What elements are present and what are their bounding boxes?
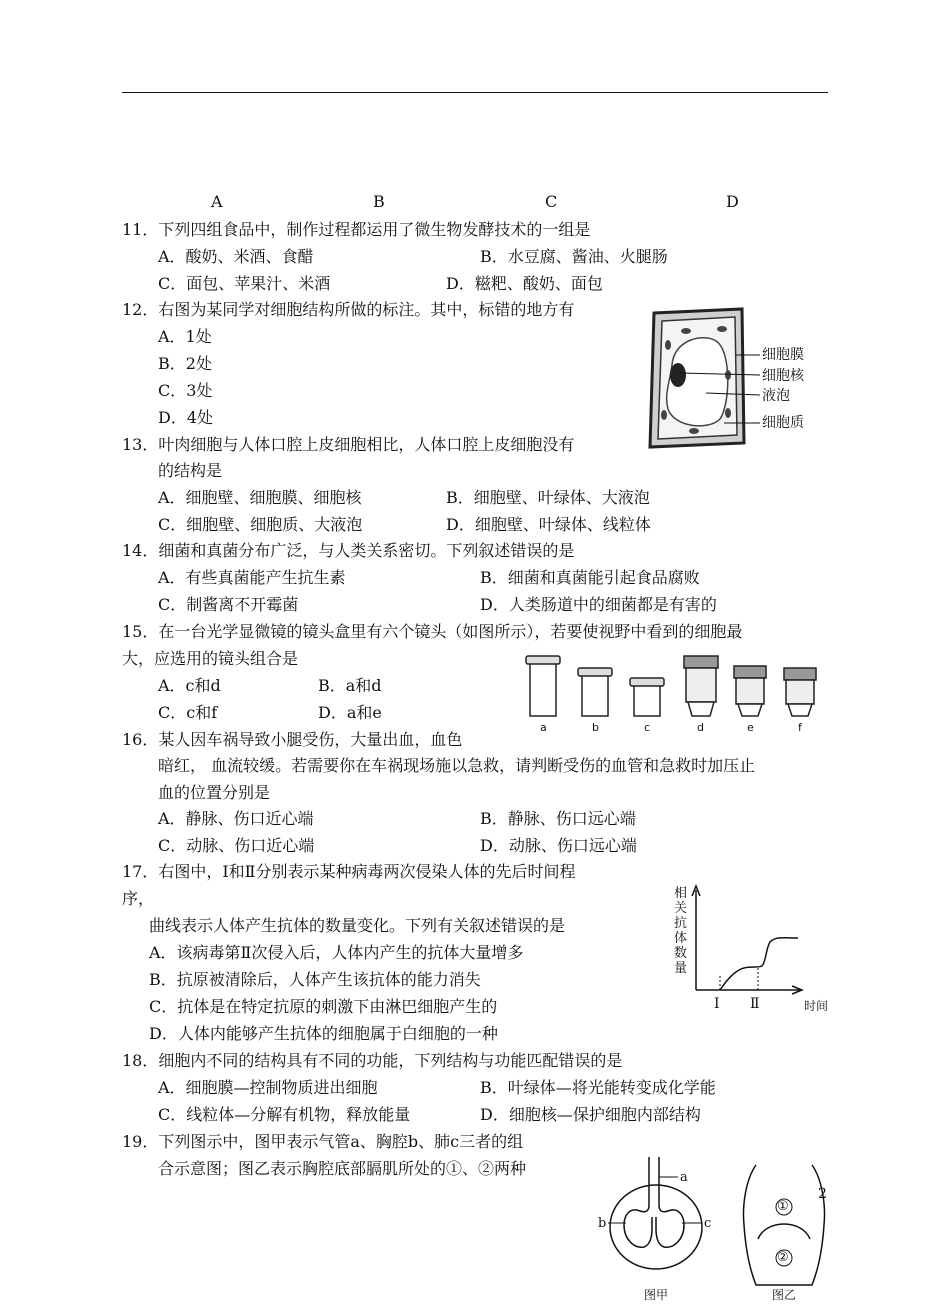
lens-label-e: e xyxy=(747,721,754,734)
label-lung-c: c xyxy=(704,1216,712,1231)
label-circle-2: ② xyxy=(777,1250,789,1265)
label-chest-b: b xyxy=(598,1216,607,1231)
q16-stem: 16．某人因车祸导致小腿受伤，大量出血，血色 xyxy=(122,730,463,749)
q17-stem-cont: 序， xyxy=(122,889,155,908)
q11-option-d: D．糍粑、酸奶、面包 xyxy=(446,274,603,293)
q12-option-d: D．4处 xyxy=(158,408,214,427)
q14-stem: 14．细菌和真菌分布广泛，与人类关系密切。下列叙述错误的是 xyxy=(122,541,575,560)
q18-option-d: D．细胞核—保护细胞内部结构 xyxy=(480,1105,701,1124)
graph-tick-2: Ⅱ xyxy=(750,996,760,1012)
q18-option-a: A．细胞膜—控制物质进出细胞 xyxy=(158,1078,378,1097)
q13-option-d: D．细胞壁、叶绿体、线粒体 xyxy=(446,515,651,534)
lens-label-f: f xyxy=(798,721,802,734)
respiration-figure xyxy=(596,1155,836,1305)
q15-option-a: A．c和d xyxy=(158,676,221,695)
prev-option-c: C xyxy=(545,192,558,211)
label-circle-1: ① xyxy=(777,1199,789,1214)
label-trachea-a: a xyxy=(680,1170,688,1185)
q15-stem: 15．在一台光学显微镜的镜头盒里有六个镜头（如图所示），若要使视野中看到的细胞最 xyxy=(122,622,743,641)
q19-stem: 19．下列图示中，图甲表示气管a、胸腔b、肺c三者的组 xyxy=(122,1132,524,1151)
q16-stem-cont: 暗红， 血流较缓。若需要你在车祸现场施以急救，请判断受伤的血管和急救时加压止 xyxy=(158,756,756,775)
q16-stem-cont2: 血的位置分别是 xyxy=(158,783,271,802)
q16-option-a: A．静脉、伤口近心端 xyxy=(158,809,314,828)
graph-y-label: 相关抗体数量 xyxy=(674,886,688,976)
q17-option-a: A．该病毒第Ⅱ次侵入后，人体内产生的抗体大量增多 xyxy=(149,943,524,962)
label-vacuole: 液泡 xyxy=(762,388,790,404)
lens-figure xyxy=(520,650,835,736)
label-cytoplasm: 细胞质 xyxy=(762,415,804,431)
prev-option-d: D xyxy=(726,192,739,211)
q16-option-d: D．动脉、伤口远心端 xyxy=(480,836,637,855)
q13-option-c: C．细胞壁、细胞质、大液泡 xyxy=(158,515,363,534)
q15-option-d: D．a和e xyxy=(318,703,382,722)
q17-stem-cont2: 曲线表示人体产生抗体的数量变化。下列有关叙述错误的是 xyxy=(149,916,566,935)
q18-option-c: C．线粒体—分解有机物，释放能量 xyxy=(158,1105,411,1124)
q17-option-b: B．抗原被清除后，人体产生该抗体的能力消失 xyxy=(149,970,481,989)
q13-option-a: A．细胞壁、细胞膜、细胞核 xyxy=(158,488,362,507)
label-cell-membrane: 细胞膜 xyxy=(762,347,804,363)
q18-option-b: B．叶绿体—将光能转变成化学能 xyxy=(480,1078,716,1097)
q15-option-b: B．a和d xyxy=(318,676,382,695)
q13-stem-cont: 的结构是 xyxy=(158,461,223,480)
q17-option-d: D．人体内能够产生抗体的细胞属于白细胞的一种 xyxy=(149,1024,498,1043)
q19-stem-cont: 合示意图；图乙表示胸腔底部膈肌所处的①、②两种 xyxy=(158,1159,527,1178)
q15-option-c: C．c和f xyxy=(158,703,218,722)
header-rule xyxy=(122,92,828,93)
q17-stem: 17．右图中，Ⅰ和Ⅱ分别表示某种病毒两次侵染人体的先后时间程 xyxy=(122,862,576,881)
q13-option-b: B．细胞壁、叶绿体、大液泡 xyxy=(446,488,650,507)
q11-option-c: C．面包、苹果汁、米酒 xyxy=(158,274,331,293)
q11-option-a: A．酸奶、米酒、食醋 xyxy=(158,247,314,266)
page-number: 2 xyxy=(818,1186,827,1202)
q15-stem-cont: 大，应选用的镜头组合是 xyxy=(122,649,299,668)
q14-option-a: A．有些真菌能产生抗生素 xyxy=(158,568,346,587)
graph-x-label: 时间 xyxy=(804,999,829,1013)
q14-option-c: C．制酱离不开霉菌 xyxy=(158,595,299,614)
prev-option-b: B xyxy=(373,192,385,211)
lens-label-c: c xyxy=(644,721,651,734)
q12-stem: 12．右图为某同学对细胞结构所做的标注。其中，标错的地方有 xyxy=(122,300,575,319)
q12-option-a: A．1处 xyxy=(158,327,212,346)
q12-option-b: B．2处 xyxy=(158,354,212,373)
q16-option-b: B．静脉、伤口远心端 xyxy=(480,809,636,828)
lens-label-d: d xyxy=(697,721,704,734)
q11-option-b: B．水豆腐、酱油、火腿肠 xyxy=(480,247,668,266)
fig-jia-caption: 图甲 xyxy=(644,1288,669,1302)
fig-yi-caption: 图乙 xyxy=(772,1288,797,1302)
q14-option-b: B．细菌和真菌能引起食品腐败 xyxy=(480,568,700,587)
antibody-graph xyxy=(674,882,844,1017)
q14-option-d: D．人类肠道中的细菌都是有害的 xyxy=(480,595,717,614)
lens-label-b: b xyxy=(592,721,599,734)
prev-option-a: A xyxy=(211,192,223,211)
lens-label-a: a xyxy=(540,721,547,734)
q18-stem: 18．细胞内不同的结构具有不同的功能，下列结构与功能匹配错误的是 xyxy=(122,1051,623,1070)
q17-option-c: C．抗体是在特定抗原的刺激下由淋巴细胞产生的 xyxy=(149,997,498,1016)
plant-cell-figure xyxy=(644,305,844,450)
label-nucleus: 细胞核 xyxy=(762,368,804,384)
q16-option-c: C．动脉、伤口近心端 xyxy=(158,836,315,855)
q11-stem: 11．下列四组食品中，制作过程都运用了微生物发酵技术的一组是 xyxy=(122,220,591,239)
q12-option-c: C．3处 xyxy=(158,381,213,400)
q13-stem: 13．叶肉细胞与人体口腔上皮细胞相比，人体口腔上皮细胞没有 xyxy=(122,435,575,454)
graph-tick-1: Ⅰ xyxy=(714,996,720,1012)
